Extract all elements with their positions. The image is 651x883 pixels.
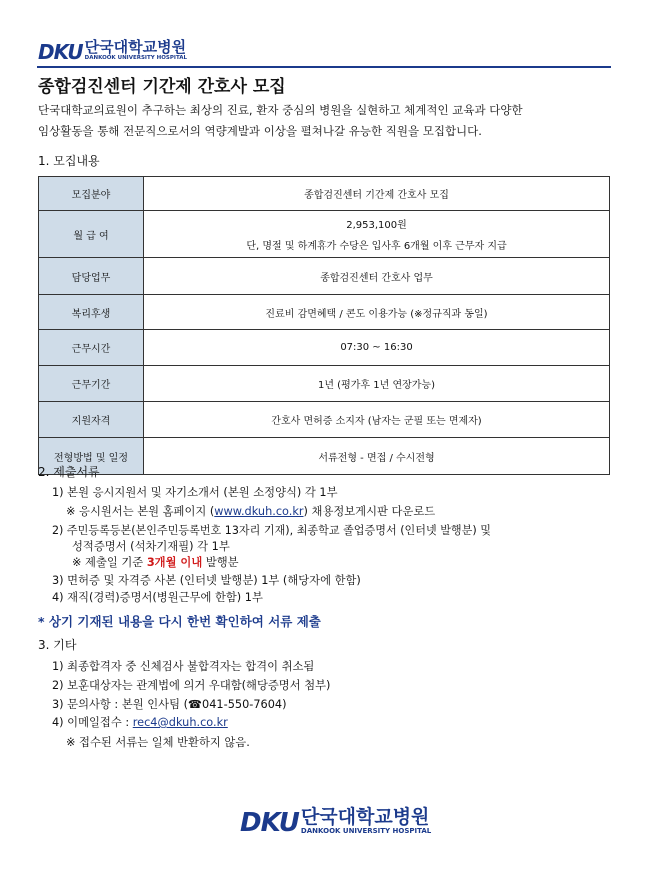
- doc-item-4: 4) 재직(경력)증명서(병원근무에 한함) 1부: [52, 591, 263, 604]
- section-heading-recruit: 1. 모집내용: [38, 154, 100, 168]
- page-title: 종합검진센터 기간제 간호사 모집: [38, 77, 286, 97]
- homepage-link[interactable]: www.dkuh.co.kr: [214, 505, 304, 518]
- doc-item-2-line1: 2) 주민등록등본(본인주민등록번호 13자리 기재), 최종학교 졸업증명서 (인터넷 발행분) 및: [52, 524, 491, 537]
- row-label: 근무기간: [39, 366, 144, 402]
- salary-amount: 2,953,100원: [346, 220, 407, 231]
- email-link[interactable]: rec4@dkuh.co.kr: [132, 716, 228, 729]
- table-row: [39, 211, 610, 258]
- table-row: [39, 177, 610, 211]
- other-item-1: 1) 최종합격자 중 신체검사 불합격자는 합격이 취소됨: [52, 660, 315, 673]
- table-row: [39, 258, 610, 295]
- other-note: ※ 접수된 서류는 일체 반환하지 않음.: [66, 736, 250, 749]
- validity-period: 3개월 이내: [146, 556, 203, 569]
- logo-korean: 단국대학교병원: [300, 806, 430, 828]
- other-item-4: 4) 이메일접수 : rec4@dkuh.co.kr: [52, 716, 228, 729]
- other-item-2: 2) 보훈대상자는 관계법에 의거 우대함(해당증명서 첨부): [52, 679, 331, 692]
- row-value: 서류전형 - 면접 / 수시전형: [144, 438, 610, 475]
- table-row: [39, 295, 610, 330]
- row-value: 종합검진센터 기간제 간호사 모집: [144, 177, 610, 211]
- row-label: 복리후생: [39, 295, 144, 330]
- section-heading-other: 3. 기타: [38, 638, 77, 652]
- doc-item-1-note: ※ 응시원서는 본원 홈페이지 (www.dkuh.co.kr) 채용정보게시판 다운로드: [66, 505, 436, 518]
- salary-note: 단, 명절 및 하계휴가 수당은 입사후 6개월 이후 근무자 지급: [246, 241, 507, 252]
- submission-emphasis: * 상기 기재된 내용을 다시 한번 확인하여 서류 제출: [38, 614, 321, 629]
- doc-item-2-line2: 성적증명서 (석차기재필) 각 1부: [72, 540, 230, 553]
- recruit-table: [38, 176, 610, 475]
- header-divider: [37, 66, 611, 68]
- row-label: 담당업무: [39, 258, 144, 295]
- row-value: [144, 211, 610, 258]
- logo-english: DANKOOK UNIVERSITY HOSPITAL: [84, 55, 188, 61]
- row-value: 간호사 면허증 소지자 (남자는 군필 또는 면제자): [144, 402, 610, 438]
- section-heading-documents: 2. 제출서류: [38, 465, 100, 479]
- doc-item-2-note: ※ 제출일 기준 3개월 이내 발행분: [72, 556, 239, 569]
- doc-item-1: 1) 본원 응시지원서 및 자기소개서 (본원 소정양식) 각 1부: [52, 486, 338, 499]
- table-row: [39, 438, 610, 475]
- logo-mark: DKU: [240, 808, 299, 838]
- row-value: 종합검진센터 간호사 업무: [144, 258, 610, 295]
- row-label: 지원자격: [39, 402, 144, 438]
- row-label: 월 급 여: [39, 211, 144, 258]
- logo-korean: 단국대학교병원: [84, 38, 187, 56]
- row-label: 전형방법 및 일정: [39, 438, 144, 475]
- row-value: 1년 (평가후 1년 연장가능): [144, 366, 610, 402]
- logo-mark: DKU: [38, 40, 83, 64]
- other-item-3: 3) 문의사항 : 본원 인사팀 (☎041-550-7604): [52, 698, 287, 711]
- footer-logo: [240, 808, 431, 836]
- row-value: 07:30 ~ 16:30: [144, 330, 610, 366]
- doc-item-3: 3) 면허증 및 자격증 사본 (인터넷 발행분) 1부 (해당자에 한함): [52, 574, 361, 587]
- table-row: [39, 330, 610, 366]
- table-row: [39, 366, 610, 402]
- row-value: 진료비 감면혜택 / 콘도 이용가능 (※정규직과 동일): [144, 295, 610, 330]
- row-label: 모집분야: [39, 177, 144, 211]
- logo-english: DANKOOK UNIVERSITY HOSPITAL: [300, 827, 432, 835]
- intro-line: 임상활동을 통해 전문직으로서의 역량계발과 이상을 펼쳐나갈 유능한 직원을 모집합니다.: [38, 124, 482, 138]
- header-logo: [38, 40, 187, 62]
- row-label: 근무시간: [39, 330, 144, 366]
- table-row: [39, 402, 610, 438]
- intro-line: 단국대학교의료원이 추구하는 최상의 진료, 환자 중심의 병원을 실현하고 체계적인 교육과 다양한: [38, 103, 523, 117]
- intro-paragraph: [38, 100, 618, 142]
